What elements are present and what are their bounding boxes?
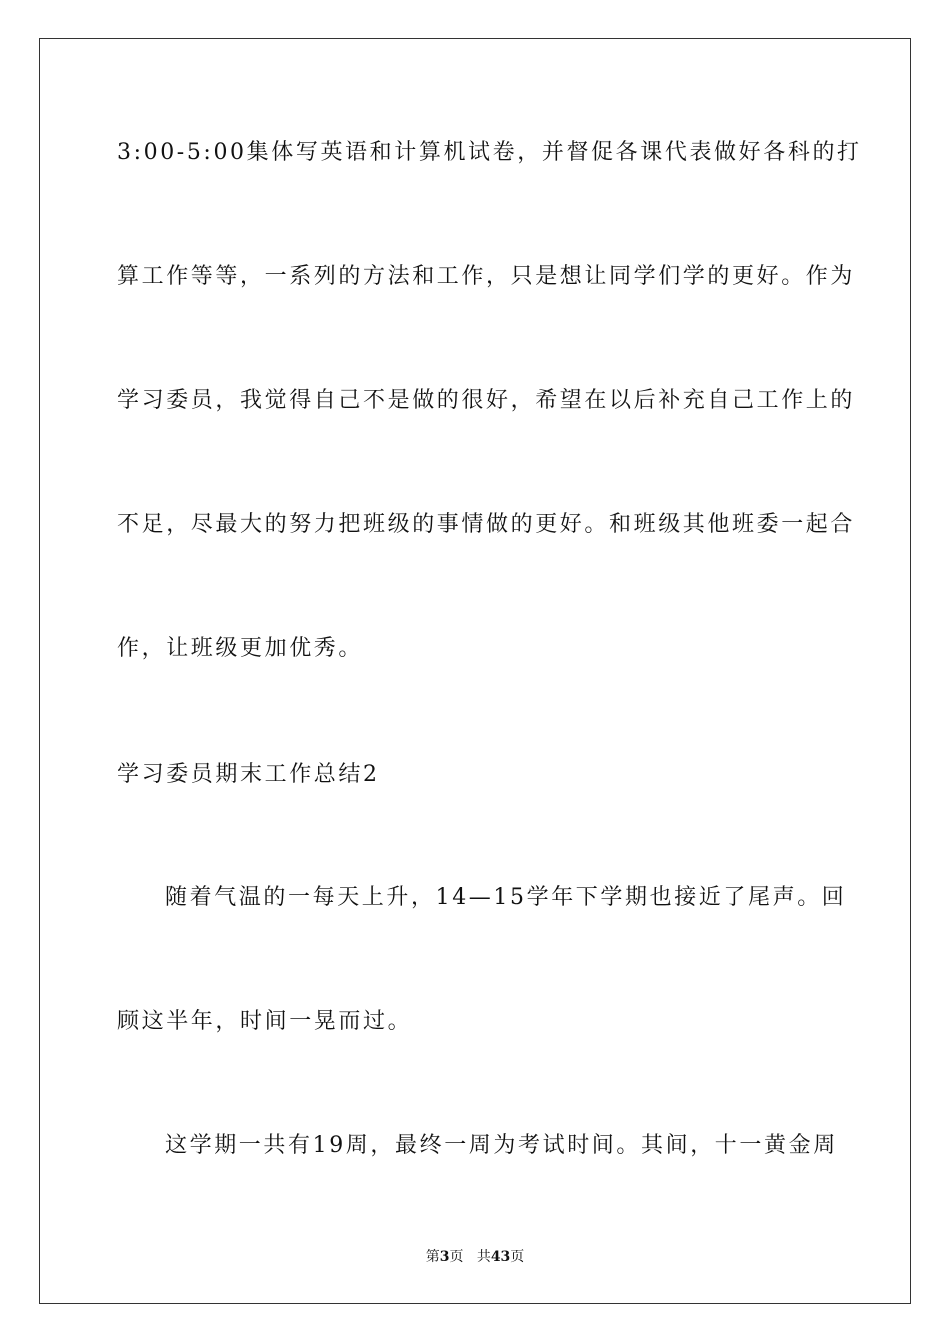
body-text-line: 作，让班级更加优秀。 <box>117 636 364 661</box>
page-border <box>39 38 911 1304</box>
body-text-line: 随着气温的一每天上升，14—15学年下学期也接近了尾声。回 <box>165 885 847 910</box>
body-text-line: 算工作等等，一系列的方法和工作，只是想让同学们学的更好。作为 <box>117 264 856 289</box>
body-text-line: 不足，尽最大的努力把班级的事情做的更好。和班级其他班委一起合 <box>117 512 856 537</box>
current-page-number: 3 <box>439 1249 450 1265</box>
body-text-line: 顾这半年，时间一晃而过。 <box>117 1009 413 1034</box>
body-text-line: 3:00-5:00集体写英语和计算机试卷，并督促各课代表做好各科的打 <box>117 140 862 165</box>
body-text-line: 这学期一共有19周，最终一周为考试时间。其间，十一黄金周 <box>165 1133 838 1158</box>
body-text-line: 学习委员，我觉得自己不是做的很好，希望在以后补充自己工作上的 <box>117 388 856 413</box>
total-page-number: 43 <box>490 1249 511 1265</box>
section-heading: 学习委员期末工作总结2 <box>117 762 380 787</box>
page-footer <box>0 1248 950 1266</box>
page-unit: 页 <box>449 1249 464 1265</box>
total-prefix: 共 <box>476 1249 491 1265</box>
total-unit: 页 <box>510 1249 525 1265</box>
page-prefix: 第 <box>425 1249 440 1265</box>
